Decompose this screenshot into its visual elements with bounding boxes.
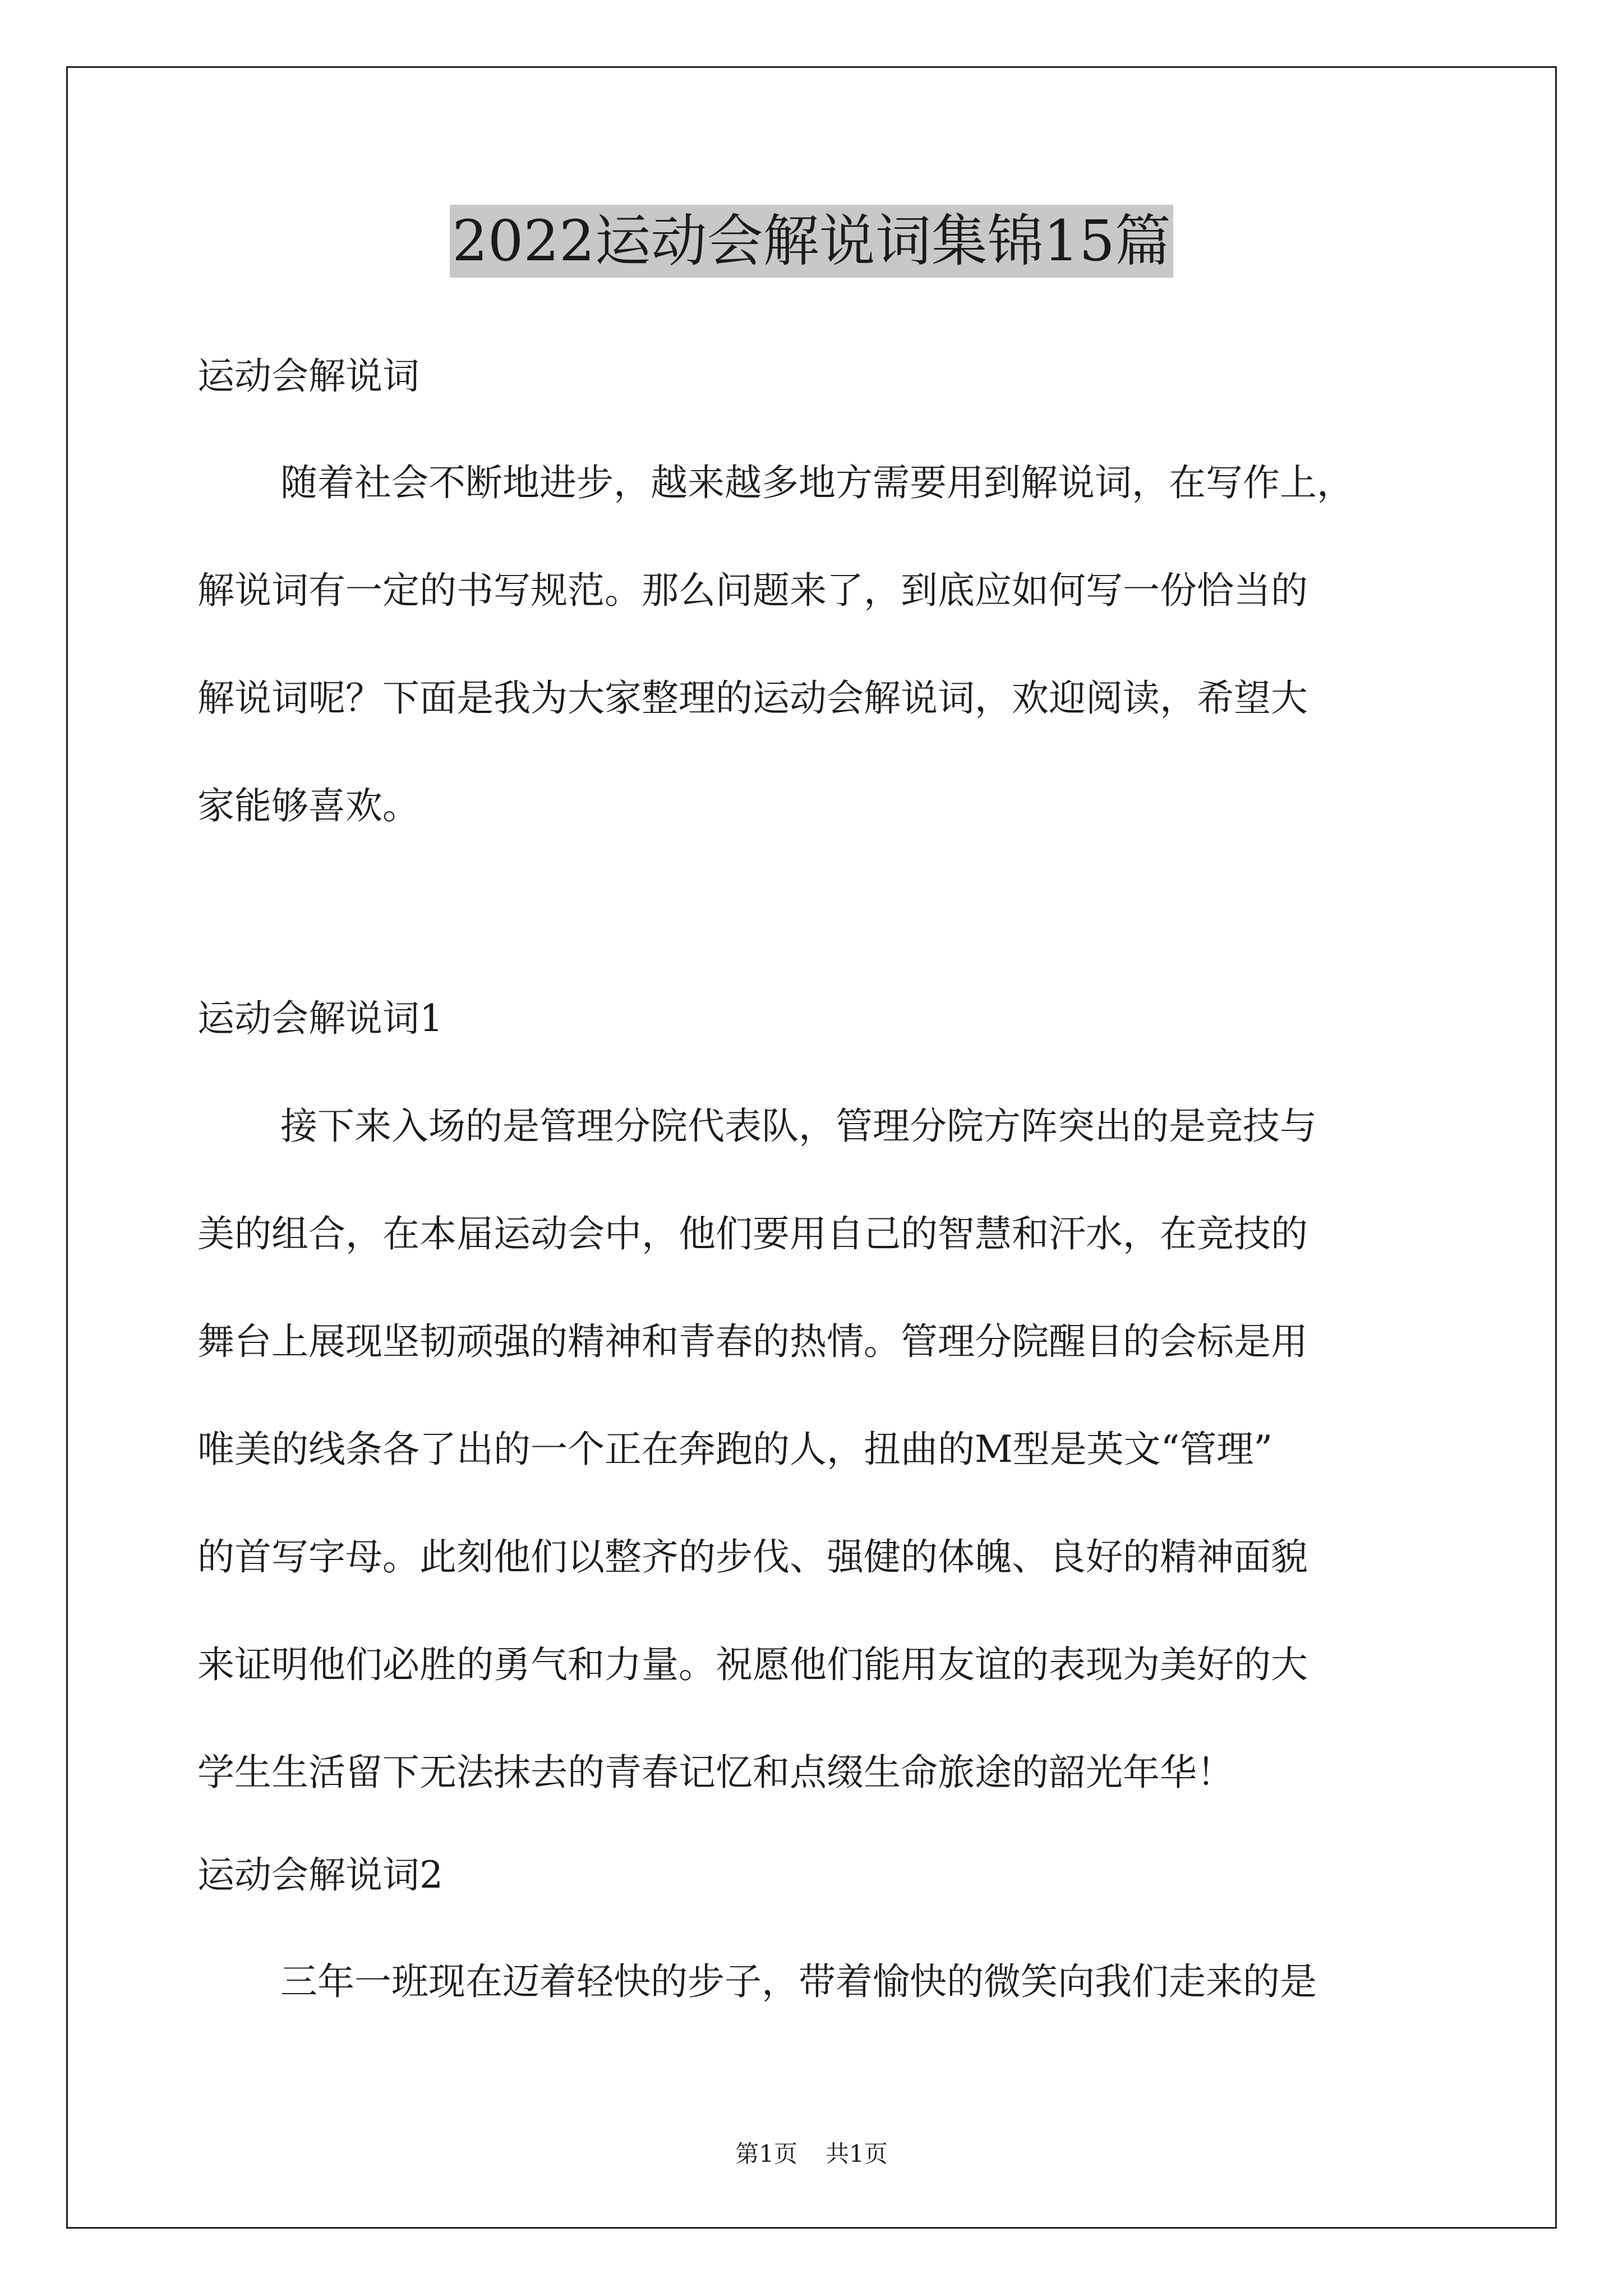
section2-heading: 运动会解说词2 [197,1853,443,1897]
document-title-text: 2022运动会解说词集锦15篇 [450,205,1173,278]
page-total: 共1页 [826,2140,888,2168]
section1-line: 美的组合，在本届运动会中，他们要用自己的智慧和汗水，在竞技的 [197,1212,1308,1255]
section1-line: 唯美的线条各了出的一个正在奔跑的人，扭曲的M型是英文“管理” [197,1428,1273,1471]
section1-line: 舞台上展现坚韧顽强的精神和青春的热情。管理分院醒目的会标是用 [197,1320,1308,1363]
intro-line: 家能够喜欢。 [197,784,419,827]
page-number: 第1页 [735,2140,797,2168]
section1-line: 来证明他们必胜的勇气和力量。祝愿他们能用友谊的表现为美好的大 [197,1643,1308,1686]
section1-heading: 运动会解说词1 [197,997,443,1040]
intro-heading: 运动会解说词 [197,355,419,398]
section1-line: 接下来入场的是管理分院代表队，管理分院方阵突出的是竞技与 [280,1105,1317,1148]
intro-line: 解说词呢？下面是我为大家整理的运动会解说词，欢迎阅读，希望大 [197,677,1308,720]
section1-line: 学生生活留下无法抹去的青春记忆和点缀生命旅途的韶光年华！ [197,1751,1234,1794]
section1-line: 的首写字母。此刻他们以整齐的步伐、强健的体魄、良好的精神面貌 [197,1535,1308,1579]
page-footer [0,2137,1623,2171]
intro-line: 解说词有一定的书写规范。那么问题来了，到底应如何写一份恰当的 [197,569,1308,612]
document-title [0,205,1623,278]
section2-line: 三年一班现在迈着轻快的步子，带着愉快的微笑向我们走来的是 [280,1960,1317,2003]
intro-line: 随着社会不断地进步，越来越多地方需要用到解说词，在写作上， [280,461,1354,504]
